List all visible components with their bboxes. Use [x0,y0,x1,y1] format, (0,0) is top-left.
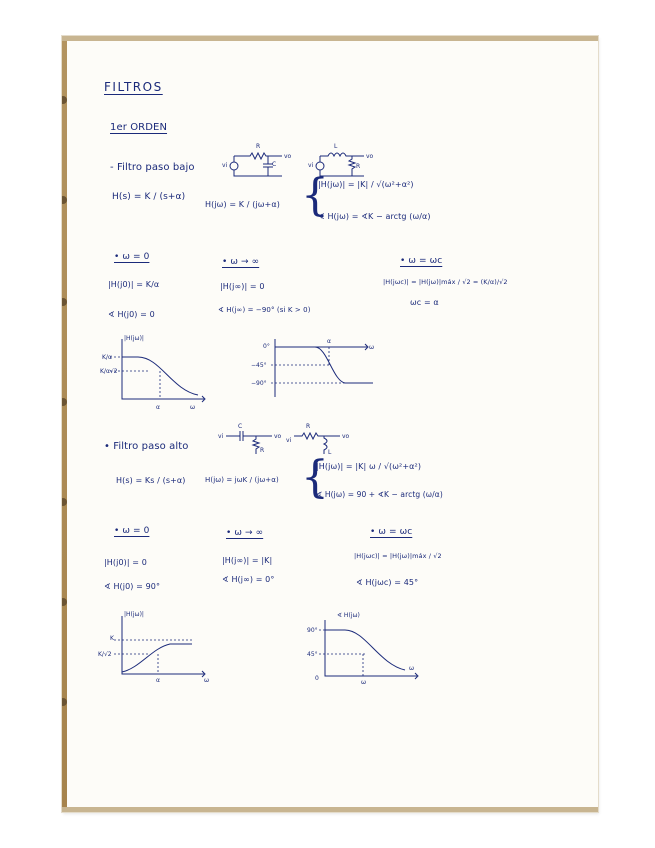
source-symbol [230,162,238,170]
svg-text:ω: ω [409,665,415,672]
lowpass-tf-jw: H(jω) = K / (jω+α) [205,200,280,209]
lowpass-phase-winf: ∢ H(j∞) = −90° (si K > 0) [218,306,311,314]
svg-text:−45°: −45° [251,362,267,369]
inductor-symbol [320,153,364,156]
brace: { [301,452,329,503]
lowpass-magnitude: |H(jω)| = |K| / √(ω²+α²) [318,180,414,189]
plot-axes [122,339,204,399]
phase-curve [325,630,405,670]
svg-text:vo: vo [274,433,282,440]
highpass-phase-wc: ∢ H(jωc) = 45° [356,578,419,587]
resistor-symbol [253,436,259,454]
highpass-case-winf: • ω → ∞ [226,528,264,538]
svg-text:K: K [110,635,114,642]
svg-text:vi: vi [222,162,228,169]
highpass-phase-w0: ∢ H(j0) = 90° [104,582,161,591]
resistor-symbol [234,153,282,159]
svg-text:R: R [356,163,361,170]
page-bottom-edge [62,807,598,812]
svg-text:K/√2: K/√2 [98,651,112,658]
svg-text:R: R [260,447,265,454]
highpass-case-wc: • ω = ωc [370,527,413,537]
highpass-case-w0: • ω = 0 [114,526,150,536]
highpass-mag-winf: |H(j∞)| = |K| [222,556,273,565]
page-top-edge [62,36,598,41]
resistor-symbol [349,156,355,176]
source-symbol [316,162,324,170]
highpass-phase-winf: ∢ H(j∞) = 0° [222,575,275,584]
svg-text:ω: ω [361,679,367,686]
svg-text:R: R [256,143,261,150]
svg-text:α: α [156,677,160,684]
highpass-phase: ∢ H(jω) = 90 + ∢K − arctg (ω/α) [316,490,443,499]
highpass-heading: • Filtro paso alto [104,441,189,452]
highpass-cr-circuit [218,423,284,462]
plot-axes [275,339,367,397]
lowpass-phase-w0: ∢ H(j0) = 0 [108,310,155,319]
highpass-tf-jw: H(jω) = jωK / (jω+α) [205,476,279,484]
svg-text:0: 0 [315,675,319,682]
order-heading: 1er ORDEN [110,122,168,133]
svg-text:vo: vo [342,433,350,440]
lowpass-case-w0: • ω = 0 [114,252,150,262]
svg-text:ω: ω [204,677,210,684]
svg-text:α: α [156,404,160,411]
svg-text:∢ H(jω): ∢ H(jω) [337,612,360,619]
svg-text:45°: 45° [307,651,318,658]
lowpass-heading: - Filtro paso bajo [110,162,195,173]
page-title: FILTROS [104,80,163,94]
highpass-magnitude: |H(jω)| = |K| ω / √(ω²+α²) [316,462,422,471]
plot-axes [325,620,417,676]
lowpass-phase-plot [251,335,375,400]
svg-text:K/α√2: K/α√2 [100,368,118,375]
lowpass-mag-winf: |H(j∞)| = 0 [220,282,265,291]
svg-text:vi: vi [286,437,292,444]
lowpass-mag-wc: |H(jωc)| = |H(jω)|máx / √2 = (K/α)/√2 [383,278,508,286]
svg-text:vi: vi [308,162,314,169]
highpass-tf-s: H(s) = Ks / (s+α) [116,476,186,485]
lowpass-rc-circuit [222,142,298,184]
svg-text:C: C [272,161,277,168]
highpass-phase-plot [305,608,425,686]
svg-text:90°: 90° [307,627,318,634]
svg-text:vo: vo [366,153,374,160]
svg-text:|H(jω)|: |H(jω)| [124,611,144,618]
svg-text:C: C [238,423,243,430]
capacitor-symbol [226,431,272,441]
brace: { [301,170,329,221]
magnitude-curve [122,644,192,672]
highpass-magnitude-plot [100,612,220,687]
lowpass-case-wc: • ω = ωc [400,256,443,266]
lowpass-phase: ∢ H(jω) = ∢K − arctg (ω/α) [318,212,431,221]
svg-text:L: L [334,143,338,150]
lowpass-wc-equals: ωc = α [410,298,439,307]
lowpass-tf-s: H(s) = K / (s+α) [112,192,186,202]
lowpass-magnitude-plot [100,335,210,415]
svg-text:α: α [327,338,331,345]
svg-text:R: R [306,423,311,430]
lowpass-case-winf: • ω → ∞ [222,257,260,267]
svg-text:vo: vo [284,153,292,160]
svg-text:ω: ω [369,344,375,351]
svg-text:K/α: K/α [102,354,112,361]
svg-text:ω: ω [190,404,196,411]
lowpass-mag-w0: |H(j0)| = K/α [108,280,160,289]
svg-text:|H(jω)|: |H(jω)| [124,335,144,342]
highpass-mag-wc: |H(jωc)| = |H(jω)|máx / √2 [354,552,442,560]
svg-text:0°: 0° [263,343,270,350]
page-binding-edge [62,36,67,812]
highpass-mag-w0: |H(j0)| = 0 [104,558,147,567]
svg-text:L: L [328,449,332,456]
resistor-symbol [294,433,340,439]
svg-text:−90°: −90° [251,380,267,387]
svg-text:vi: vi [218,433,224,440]
plot-axes [122,616,204,674]
